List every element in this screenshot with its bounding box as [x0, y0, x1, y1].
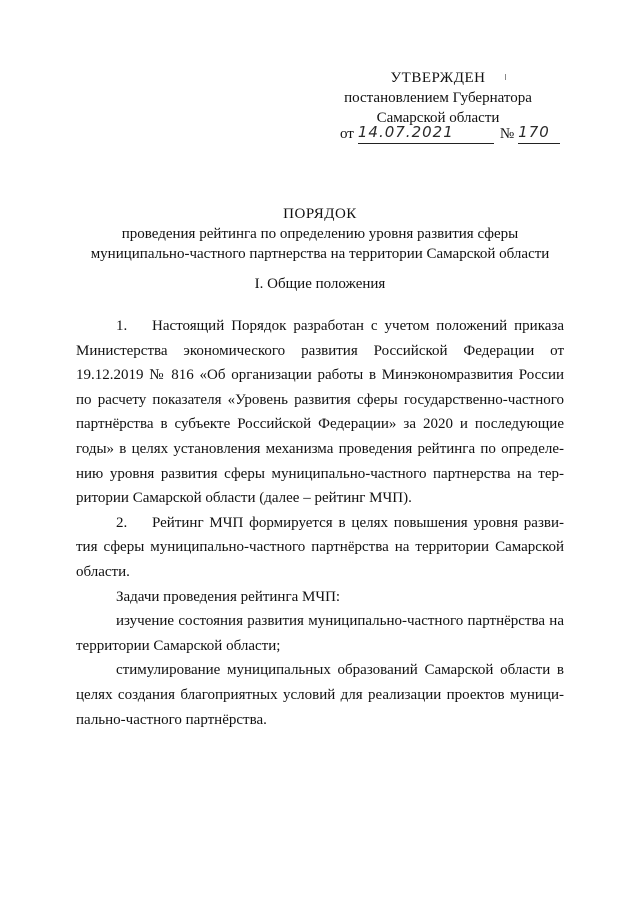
paragraph-2: [76, 511, 564, 585]
approval-line-1: постановлением Губернатора: [344, 90, 532, 106]
document-body: [76, 314, 564, 732]
title-block: [60, 204, 580, 264]
date-field: [358, 123, 494, 144]
date-prefix: от: [340, 126, 354, 142]
number-label: №: [499, 126, 515, 142]
section-heading: I. Общие положения: [254, 276, 386, 292]
paragraph-2-number: 2.: [116, 514, 128, 531]
paragraph-1-text: Настоящий Порядок разработан с учетом положений приказа Министерства экономического развития Российской Федерации от 19.12.2019 № 816 «Об организации работы в Минэкономразвития России по расчету показателя «Уровень развития сферы государственно-частного партнёрства в субъекте Российской Федерации» за 2020 и последующие годы» в целях установления механизма проведения рейтинга по определению уровня развития сферы муниципально-частного партнерства на территории Самарской области (далее – рейтинг МЧП).: [76, 318, 564, 507]
paragraph-4: изучение состояния развития муниципально-частного партнёрства на территории Самарской области;: [76, 613, 564, 654]
document-title: ПОРЯДОК: [283, 206, 357, 222]
document-subtitle-line-2: муниципально-частного партнерства на территории Самарской области: [90, 246, 550, 262]
document-subtitle-line-1: проведения рейтинга по определению уровня развития сферы: [121, 226, 519, 242]
handwritten-number: 170: [518, 123, 550, 141]
approval-heading: УТВЕРЖДЕН: [390, 70, 486, 86]
handwritten-date: 14.07.2021: [357, 123, 454, 141]
paragraph-5: стимулирование муниципальных образований Самарской области в целях создания благоприятных условий для реализации проектов муниципально-частного партнёрства.: [76, 662, 564, 728]
paragraph-1-number: 1.: [116, 318, 128, 334]
paragraph-1: [76, 314, 564, 511]
approval-date-number: [340, 120, 560, 144]
number-field: [518, 123, 560, 144]
paragraph-2-text: Рейтинг МЧП формируется в целях повышения уровня развития сферы муниципально-частного партнёрства на территории Самарской области.: [76, 514, 564, 580]
paragraph-3: Задачи проведения рейтинга МЧП:: [116, 588, 341, 605]
approval-line-2: Самарской области: [376, 110, 500, 126]
approval-block: [333, 68, 543, 128]
